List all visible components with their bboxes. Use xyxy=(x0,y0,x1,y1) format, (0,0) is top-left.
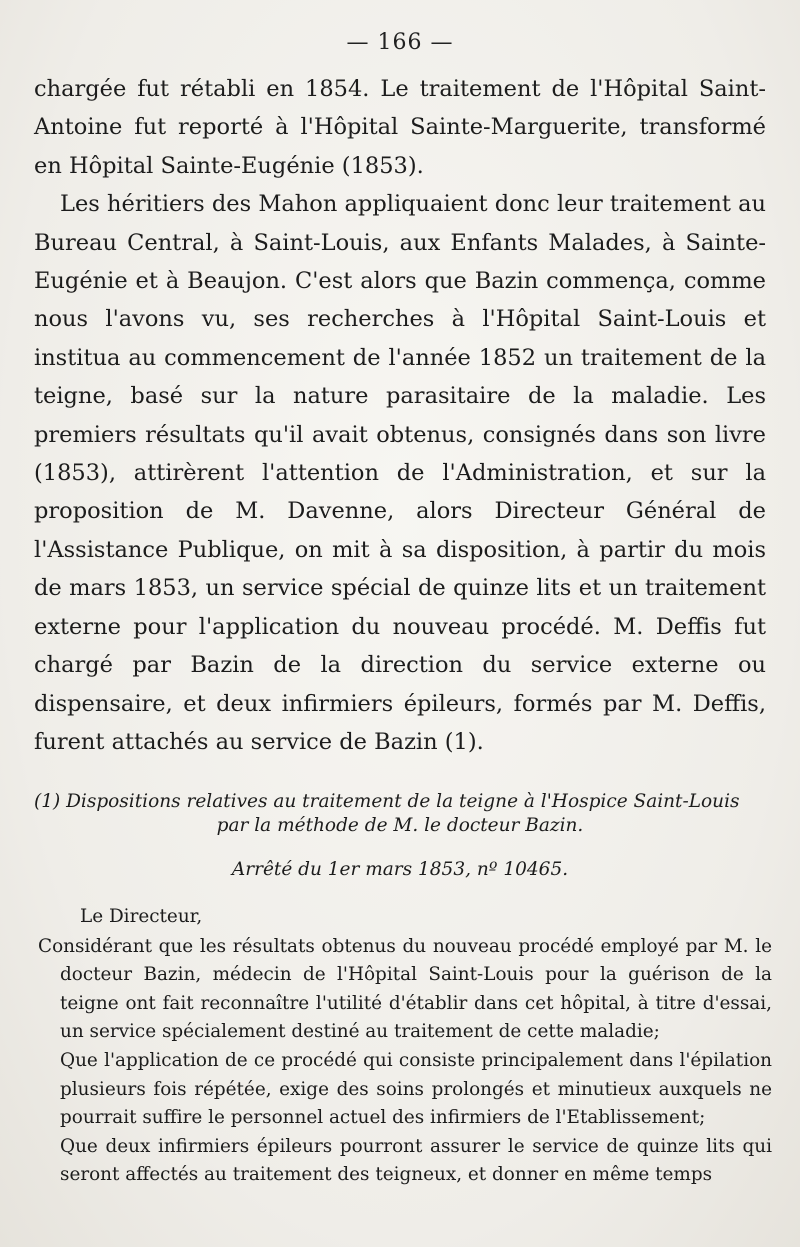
main-text xyxy=(34,70,766,761)
decree-clause-2-text: Que l'application de ce procédé qui consiste principalement dans l'épilation plusieurs fois répétée, exige des soins prolongés et minutieux auxquels ne pourrait suffire le personnel actuel des infirmiers de l'Etablissement; xyxy=(60,1049,772,1129)
arrete-heading: Arrêté du 1er mars 1853, nº 10465. xyxy=(231,859,569,880)
footnote-line-1: (1) Dispositions relatives au traitement de la teigne à l'Hospice Saint-Louis xyxy=(34,791,740,812)
paragraph-1: chargée fut rétabli en 1854. Le traitement de l'Hôpital Saint-Antoine fut reporté à l'Hôpital Sainte-Marguerite, transformé en Hôpital Sainte-Eugénie (1853). xyxy=(34,76,766,179)
decree-clause-1-text: Considérant que les résultats obtenus du nouveau procédé employé par M. le docteur Bazin, médecin de l'Hôpital Saint-Louis pour la guérison de la teigne ont fait reconnaître l'utilité d'établir dans cet hôpital, à titre d'essai, un service spécialement destiné au traitement de cette maladie; xyxy=(38,935,772,1043)
footnote-line-2: par la méthode de M. le docteur Bazin. xyxy=(216,815,584,836)
page-number: — 166 — xyxy=(346,30,454,55)
footnote xyxy=(34,790,766,838)
decree-clause-3 xyxy=(60,1133,772,1190)
decree-director: Le Directeur, xyxy=(80,906,203,927)
decree-text xyxy=(38,903,772,1190)
paragraph-2: Les héritiers des Mahon appliquaient donc leur traitement au Bureau Central, à Saint-Louis, aux Enfants Malades, à Sainte-Eugénie et à Beaujon. C'est alors que Bazin commença, comme nous l'avons vu, ses recherches à l'Hôpital Saint-Louis et institua au commencement de l'année 1852 un traitement de la teigne, basé sur la nature parasitaire de la maladie. Les premiers résultats qu'il avait obtenus, consignés dans son livre (1853), attirèrent l'attention de l'Administration, et sur la proposition de M. Davenne, alors Directeur Général de l'Assistance Publique, on mit à sa disposition, à partir du mois de mars 1853, un service spécial de quinze lits et un traitement externe pour l'application du nouveau procédé. M. Deffis fut chargé par Bazin de la direction du service externe ou dispensaire, et deux infirmiers épileurs, formés par M. Deffis, furent attachés au service de Bazin (1). xyxy=(34,191,766,755)
decree-clause-1 xyxy=(38,933,772,1047)
decree-clause-2 xyxy=(60,1047,772,1133)
decree-clause-3-text: Que deux infirmiers épileurs pourront assurer le service de quinze lits qui seront affectés au traitement des teigneux, et donner en même temps xyxy=(60,1135,772,1186)
